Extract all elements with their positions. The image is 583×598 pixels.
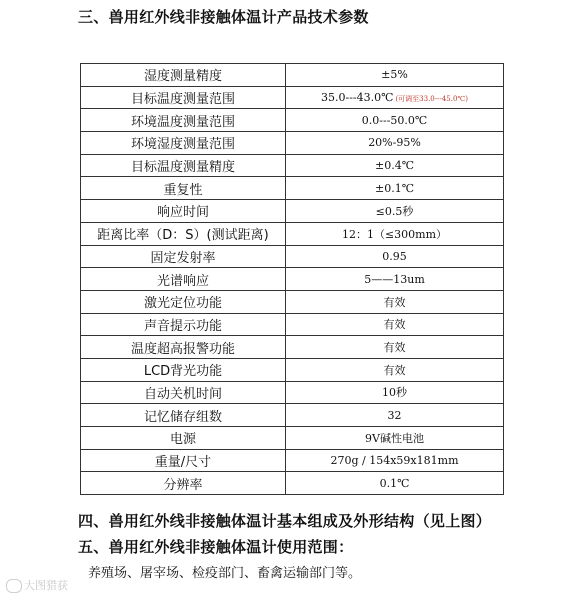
spec-value-text: 9V碱性电池 xyxy=(365,431,424,445)
spec-value-text: 5——13um xyxy=(364,272,425,286)
spec-param-cell: 目标温度测量范围 xyxy=(81,86,286,109)
spec-param-cell: 声音提示功能 xyxy=(81,313,286,336)
spec-value-text: 0.0---50.0℃ xyxy=(361,113,428,127)
spec-param-cell: 记忆储存组数 xyxy=(81,404,286,427)
spec-value-text: 10秒 xyxy=(382,386,407,400)
spec-value-cell xyxy=(286,381,504,404)
spec-param-cell: 电源 xyxy=(81,427,286,450)
watermark-logo-icon xyxy=(6,579,22,593)
spec-param-cell: 光谱响应 xyxy=(81,268,286,291)
spec-table-row xyxy=(81,200,504,223)
spec-value-cell xyxy=(286,404,504,427)
spec-value-text: 有效 xyxy=(383,341,406,355)
spec-value-cell xyxy=(286,313,504,336)
spec-table-row xyxy=(81,222,504,245)
spec-param-cell: 响应时间 xyxy=(81,200,286,223)
spec-param-cell: 激光定位功能 xyxy=(81,290,286,313)
spec-value-cell xyxy=(286,245,504,268)
spec-value-text: 20%-95% xyxy=(368,136,421,150)
spec-value-text: 有效 xyxy=(383,363,406,377)
spec-table xyxy=(80,63,504,495)
spec-value-cell xyxy=(286,177,504,200)
spec-table-row xyxy=(81,64,504,87)
spec-value-cell xyxy=(286,154,504,177)
spec-value-text: 0.1℃ xyxy=(379,476,410,490)
spec-param-cell: 重量/尺寸 xyxy=(81,449,286,472)
section-4-heading: 四、兽用红外线非接触体温计基本组成及外形结构（见上图） xyxy=(78,512,492,530)
spec-value-cell xyxy=(286,290,504,313)
spec-param-cell: 重复性 xyxy=(81,177,286,200)
spec-value-cell xyxy=(286,200,504,223)
spec-table-row xyxy=(81,290,504,313)
spec-value-text: 0.95 xyxy=(382,249,407,263)
spec-param-cell: 目标温度测量精度 xyxy=(81,154,286,177)
spec-value-text: 35.0---43.0℃ xyxy=(320,91,394,105)
spec-value-text: 270g / 154x59x181mm xyxy=(330,454,459,468)
spec-table-row xyxy=(81,427,504,450)
spec-param-cell: 温度超高报警功能 xyxy=(81,336,286,359)
spec-table-row xyxy=(81,86,504,109)
spec-value-cell xyxy=(286,109,504,132)
spec-table-row xyxy=(81,472,504,495)
spec-table-row xyxy=(81,268,504,291)
spec-value-text: 32 xyxy=(387,408,402,422)
spec-value-cell xyxy=(286,268,504,291)
spec-table-row xyxy=(81,245,504,268)
spec-table-row xyxy=(81,313,504,336)
watermark-text: 大图猎获 xyxy=(24,579,68,592)
spec-table-row xyxy=(81,358,504,381)
spec-table-row xyxy=(81,132,504,155)
spec-value-cell xyxy=(286,132,504,155)
spec-param-cell: 环境温度测量范围 xyxy=(81,109,286,132)
spec-value-cell xyxy=(286,222,504,245)
spec-table-row xyxy=(81,154,504,177)
spec-table-row xyxy=(81,404,504,427)
spec-table-row xyxy=(81,177,504,200)
spec-param-cell: 分辨率 xyxy=(81,472,286,495)
spec-value-text: ±5% xyxy=(381,68,408,82)
spec-table-row xyxy=(81,449,504,472)
spec-table-row xyxy=(81,336,504,359)
spec-param-cell: 环境湿度测量范围 xyxy=(81,132,286,155)
spec-value-text: 12：1（≤300mm） xyxy=(341,227,448,241)
spec-param-cell: 湿度测量精度 xyxy=(81,64,286,87)
spec-param-cell: 固定发射率 xyxy=(81,245,286,268)
section-5-heading: 五、兽用红外线非接触体温计使用范围： xyxy=(78,538,354,556)
spec-table-body xyxy=(81,64,504,495)
spec-param-cell: 距离比率（D：S）(测试距离) xyxy=(81,222,286,245)
spec-value-cell xyxy=(286,449,504,472)
spec-value-cell xyxy=(286,358,504,381)
spec-value-cell xyxy=(286,472,504,495)
spec-value-text: ±0.1℃ xyxy=(374,181,414,195)
spec-value-text: ±0.4℃ xyxy=(374,159,414,173)
spec-value-text: ≤0.5秒 xyxy=(375,204,414,218)
spec-table-row xyxy=(81,381,504,404)
spec-table-row xyxy=(81,109,504,132)
usage-scope-text: 养殖场、屠宰场、检疫部门、畜禽运输部门等。 xyxy=(88,566,362,581)
spec-value-cell xyxy=(286,64,504,87)
spec-value-text: 有效 xyxy=(383,318,406,332)
section-3-heading: 三、兽用红外线非接触体温计产品技术参数 xyxy=(78,8,369,26)
spec-value-text: 有效 xyxy=(383,295,406,309)
spec-param-cell: 自动关机时间 xyxy=(81,381,286,404)
spec-value-cell xyxy=(286,86,504,109)
spec-value-cell xyxy=(286,336,504,359)
watermark xyxy=(6,577,68,593)
spec-value-cell xyxy=(286,427,504,450)
spec-value-note: (可调至33.0---45.0℃) xyxy=(395,95,468,104)
spec-param-cell: LCD背光功能 xyxy=(81,358,286,381)
